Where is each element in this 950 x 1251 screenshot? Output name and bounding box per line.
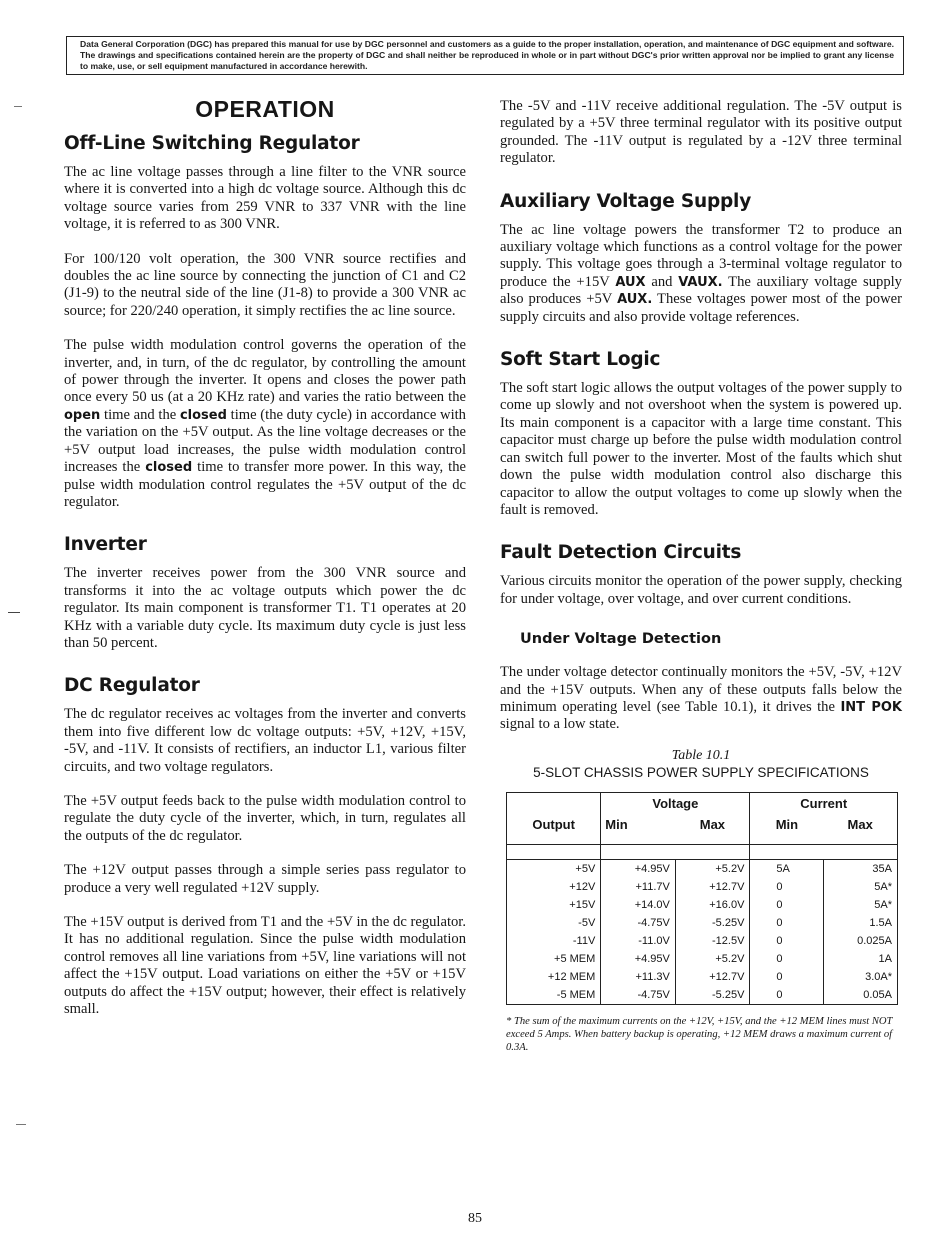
table-row bbox=[507, 896, 898, 914]
margin-mark bbox=[16, 1124, 26, 1125]
signal-vaux: VAUX. bbox=[678, 274, 723, 290]
margin-mark bbox=[8, 612, 20, 613]
cell-voltage-min: +4.95V bbox=[601, 950, 676, 968]
paragraph: The soft start logic allows the output voltages of the power supply to come up slowly and not overshoot when the system is powered up. Its main component is a capacitor with a large time constant. This capacitor must charge up before the pulse width modulation control can switch full power to the inverter. Most of the faults which shut down the pulse width modulation control also discharge this capacitor to allow the output voltages to come up slowly when the fault is removed. bbox=[500, 380, 902, 518]
section-heading: Auxiliary Voltage Supply bbox=[500, 190, 752, 212]
cell-current-max: 0.025A bbox=[823, 932, 897, 950]
header-voltage-max: Max bbox=[675, 814, 750, 845]
table-row bbox=[507, 968, 898, 986]
cell-current-max: 5A* bbox=[823, 878, 897, 896]
emphasis-closed: closed bbox=[179, 407, 227, 423]
cell-output: +5V bbox=[507, 859, 601, 878]
table-caption: Table 10.1 bbox=[671, 747, 731, 763]
paragraph: The dc regulator receives ac voltages from the inverter and converts them into five different low dc voltage outputs: +5V, +12V, +15V, -5V, and -11V. It consists of rectifiers, an inductor L1, various filter circuits, and two voltage regulators. bbox=[64, 706, 466, 775]
header-current-max: Max bbox=[823, 814, 897, 845]
header-voltage: Voltage bbox=[601, 792, 750, 814]
cell-current-min: 0 bbox=[750, 950, 823, 968]
section-heading: Soft Start Logic bbox=[500, 349, 661, 371]
cell-output: -11V bbox=[507, 932, 601, 950]
paragraph: The under voltage detector continually monitors the +5V, -5V, +12V and the +15V outputs. When any of these outputs falls below the minimum operating level (see Table 10.1), it drives the INT POK signal to a low state. bbox=[500, 664, 903, 733]
table-title: 5-SLOT CHASSIS POWER SUPPLY SPECIFICATIONS bbox=[533, 764, 869, 780]
paragraph: The +12V output passes through a simple series pass regulator to produce a very well regulated +12V supply. bbox=[64, 862, 466, 896]
paragraph: The -5V and -11V receive additional regulation. The -5V output is regulated by a +5V three terminal regulator with its positive output grounded. The -11V output is regulated by a -12V three terminal regulator. bbox=[500, 98, 902, 167]
cell-voltage-max: +5.2V bbox=[675, 950, 750, 968]
table-row bbox=[507, 859, 898, 878]
section-heading: Fault Detection Circuits bbox=[500, 542, 742, 564]
paragraph: Various circuits monitor the operation of the power supply, checking for under voltage, over voltage, and over current conditions. bbox=[500, 573, 902, 607]
cell-voltage-min: +11.3V bbox=[601, 968, 676, 986]
cell-current-min: 0 bbox=[750, 896, 823, 914]
cell-current-min: 5A bbox=[750, 859, 823, 878]
section-heading: Off-Line Switching Regulator bbox=[64, 133, 360, 154]
cell-current-max: 1A bbox=[823, 950, 897, 968]
emphasis-closed: closed bbox=[145, 460, 193, 476]
header-output: Output bbox=[507, 814, 601, 845]
cell-current-min: 0 bbox=[750, 986, 823, 1005]
cell-voltage-min: +4.95V bbox=[601, 859, 676, 878]
cell-voltage-max: -5.25V bbox=[675, 914, 750, 932]
cell-current-min: 0 bbox=[750, 878, 823, 896]
paragraph: The pulse width modulation control governs the operation of the inverter, and, in turn, of the dc regulator, by controlling the amount of power through the inverter. It opens and closes the power path once every 50 us (at a 20 KHz rate) and varies the ratio between the open time and the closed time (the duty cycle) in accordance with the variation on the +5V output. As the line voltage decreases or the +5V output load increases, the pulse width modulation control increases the closed time to transfer more power. In this way, the pulse width modulation control regulates the +5V output of the dc regulator. bbox=[64, 337, 466, 510]
cell-voltage-min: -11.0V bbox=[601, 932, 676, 950]
emphasis-open: open bbox=[64, 407, 101, 423]
signal-int-pok: INT POK bbox=[840, 699, 903, 715]
cell-output: -5V bbox=[507, 914, 601, 932]
paragraph: The ac line voltage passes through a line filter to the VNR source where it is converted into a high dc voltage source. Although this dc voltage source varies from 259 VNR to 337 VNR with the line voltage, it is referred to as 300 VNR. bbox=[64, 164, 466, 233]
section-heading: Inverter bbox=[64, 534, 147, 556]
cell-voltage-max: +12.7V bbox=[675, 878, 750, 896]
margin-mark bbox=[14, 106, 22, 107]
page-number: 85 bbox=[468, 1211, 482, 1226]
page-title: OPERATION bbox=[195, 96, 335, 122]
signal-aux: AUX bbox=[615, 274, 646, 290]
cell-voltage-min: +14.0V bbox=[601, 896, 676, 914]
spec-table bbox=[506, 792, 898, 1005]
cell-voltage-min: -4.75V bbox=[601, 914, 676, 932]
table-row bbox=[507, 878, 898, 896]
table-footnote: * The sum of the maximum currents on the +12V, +15V, and the +12 MEM lines must NOT exceed 5 Amps. When battery backup is operating, +12 MEM draws a maximum current of 0.3A. bbox=[506, 1015, 893, 1053]
cell-voltage-min: +11.7V bbox=[601, 878, 676, 896]
cell-output: +12V bbox=[507, 878, 601, 896]
section-heading: DC Regulator bbox=[64, 675, 200, 697]
paragraph: The ac line voltage powers the transformer T2 to produce an auxiliary voltage which functions as a control voltage for the power supply. This voltage goes through a 3-terminal voltage regulator to produce the +15V AUX and VAUX. The auxiliary voltage supply also produces +5V AUX. These voltages power most of the power supply circuits and also provide voltage references. bbox=[500, 221, 902, 325]
cell-current-min: 0 bbox=[750, 968, 823, 986]
table-row bbox=[507, 986, 898, 1005]
right-column bbox=[500, 92, 902, 1054]
paragraph: The inverter receives power from the 300 VNR source and transforms it into the ac voltage outputs which power the dc regulator. Its main component is transformer T1. T1 operates at 20 KHz with a variable duty cycle. Its maximum duty cycle is just less than 50 percent. bbox=[64, 565, 466, 651]
cell-output: +15V bbox=[507, 896, 601, 914]
cell-current-max: 35A bbox=[823, 859, 897, 878]
table-row bbox=[507, 950, 898, 968]
cell-voltage-max: +5.2V bbox=[675, 859, 750, 878]
copyright-notice: Data General Corporation (DGC) has prepared this manual for use by DGC personnel and customers as a guide to the proper installation, operation, and maintenance of DGC equipment and software. The drawings and specifications contained herein are the property of DGC and shall neither be reproduced in whole or in part without DGC's prior written approval nor be implied to grant any license to make, use, or sell equipment manufactured in accordance herewith. bbox=[66, 36, 904, 75]
table-row bbox=[507, 914, 898, 932]
cell-voltage-max: -5.25V bbox=[675, 986, 750, 1005]
cell-current-min: 0 bbox=[750, 914, 823, 932]
cell-current-max: 1.5A bbox=[823, 914, 897, 932]
cell-output: +5 MEM bbox=[507, 950, 601, 968]
signal-aux: AUX. bbox=[617, 292, 653, 308]
cell-output: -5 MEM bbox=[507, 986, 601, 1005]
left-column bbox=[64, 92, 466, 1018]
header-current: Current bbox=[750, 792, 898, 814]
cell-voltage-max: -12.5V bbox=[675, 932, 750, 950]
cell-voltage-max: +16.0V bbox=[675, 896, 750, 914]
paragraph: The +5V output feeds back to the pulse width modulation control to regulate the duty cycle of the inverter, which, in turn, regulates all the outputs of the dc regulator. bbox=[64, 792, 466, 844]
cell-current-min: 0 bbox=[750, 932, 823, 950]
cell-voltage-max: +12.7V bbox=[675, 968, 750, 986]
paragraph: The +15V output is derived from T1 and the +5V in the dc regulator. It has no additional regulation. Since the pulse width modulation control removes all line variations from +5V, line variations will not affect the +15V output. Load variations on either the +5V or +15V outputs do affect the +15V output; however, their effect is relatively small. bbox=[64, 914, 466, 1018]
header-current-min: Min bbox=[775, 816, 799, 832]
cell-current-max: 0.05A bbox=[823, 986, 897, 1005]
subsection-heading: Under Voltage Detection bbox=[520, 631, 722, 648]
table-row bbox=[507, 932, 898, 950]
paragraph: For 100/120 volt operation, the 300 VNR source rectifies and doubles the ac line source by connecting the junction of C1 and C2 (J1-9) to the neutral side of the line (J1-8) to provide a 300 VNR ac source; for 220/240 operation, it simply rectifies the ac line source. bbox=[64, 250, 466, 319]
cell-output: +12 MEM bbox=[507, 968, 601, 986]
header-voltage-min: Min bbox=[605, 816, 628, 832]
cell-current-max: 5A* bbox=[823, 896, 897, 914]
cell-current-max: 3.0A* bbox=[823, 968, 897, 986]
cell-voltage-min: -4.75V bbox=[601, 986, 676, 1005]
